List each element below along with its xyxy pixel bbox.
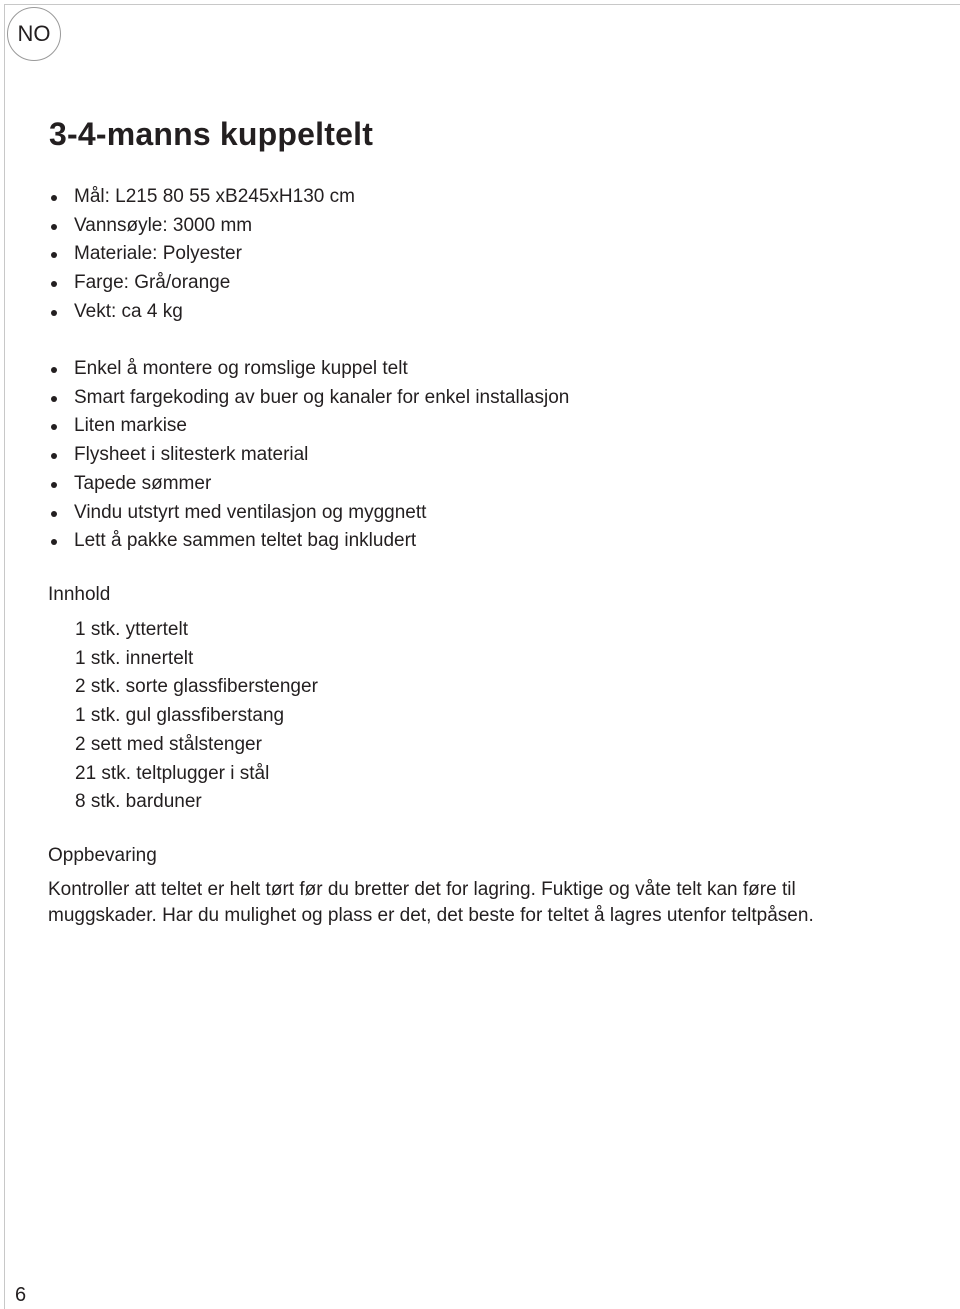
bullet-icon <box>51 224 57 230</box>
bullet-icon <box>51 195 57 201</box>
feature-item-text: Lett å pakke sammen teltet bag inkludert <box>74 530 417 552</box>
feature-item-text: Flysheet i slitesterk material <box>74 444 309 466</box>
contents-item: 2 stk. sorte glassfiberstenger <box>75 676 318 698</box>
page-number: 6 <box>15 1284 27 1306</box>
spec-item-text: Materiale: Polyester <box>74 243 242 265</box>
language-badge: NO <box>7 7 61 61</box>
bullet-icon <box>51 396 57 402</box>
bullet-icon <box>51 482 57 488</box>
contents-item: 8 stk. barduner <box>75 791 202 813</box>
page-border-top <box>4 4 960 5</box>
bullet-icon <box>51 424 57 430</box>
page-title: 3-4-manns kuppeltelt <box>49 116 374 152</box>
feature-item <box>48 441 569 470</box>
bullet-icon <box>51 252 57 258</box>
bullet-icon <box>51 453 57 459</box>
spec-item <box>48 269 355 298</box>
bullet-icon <box>51 539 57 545</box>
contents-item: 1 stk. yttertelt <box>75 619 188 640</box>
storage-heading: Oppbevaring <box>48 845 157 866</box>
feature-item <box>48 384 569 413</box>
contents-heading: Innhold <box>48 584 111 605</box>
feature-item-text: Smart fargekoding av buer og kanaler for enkel installasjon <box>74 386 570 408</box>
spec-item <box>48 298 355 327</box>
features-list <box>48 355 569 556</box>
feature-item-text: Enkel å montere og romslige kuppel telt <box>74 358 408 379</box>
spec-item <box>48 240 355 269</box>
spec-item-text: Vekt: ca 4 kg <box>74 300 183 322</box>
feature-item-text: Vindu utstyrt med ventilasjon og myggnett <box>74 501 427 523</box>
feature-item <box>48 470 569 499</box>
contents-item: 2 sett med stålstenger <box>75 733 262 755</box>
bullet-icon <box>51 367 57 373</box>
feature-item <box>48 527 569 556</box>
feature-item <box>48 355 569 384</box>
contents-list <box>75 616 318 817</box>
bullet-icon <box>51 511 57 517</box>
page-border-left <box>4 4 5 1309</box>
spec-item-text: Mål: L215 80 55 xB245xH130 cm <box>74 186 355 207</box>
spec-item-text: Vannsøyle: 3000 mm <box>74 214 253 236</box>
contents-item: 1 stk. innertelt <box>75 647 194 669</box>
feature-item <box>48 412 569 441</box>
storage-paragraph: Kontroller att teltet er helt tørt før du bretter det for lagring. Fuktige og våte telt kan føre til muggskader. Har du mulighet og plass er det, det beste for teltet å lagres utenfor teltpåsen. <box>48 879 814 926</box>
bullet-icon <box>51 310 57 316</box>
feature-item-text: Liten markise <box>74 415 187 437</box>
specs-list <box>48 183 355 327</box>
spec-item-text: Farge: Grå/orange <box>74 272 231 294</box>
contents-item: 21 stk. teltplugger i stål <box>75 762 270 784</box>
spec-item <box>48 212 355 241</box>
bullet-icon <box>51 281 57 287</box>
contents-item: 1 stk. gul glassfiberstang <box>75 705 285 727</box>
spec-item <box>48 183 355 212</box>
feature-item-text: Tapede sømmer <box>74 472 212 494</box>
feature-item <box>48 499 569 528</box>
